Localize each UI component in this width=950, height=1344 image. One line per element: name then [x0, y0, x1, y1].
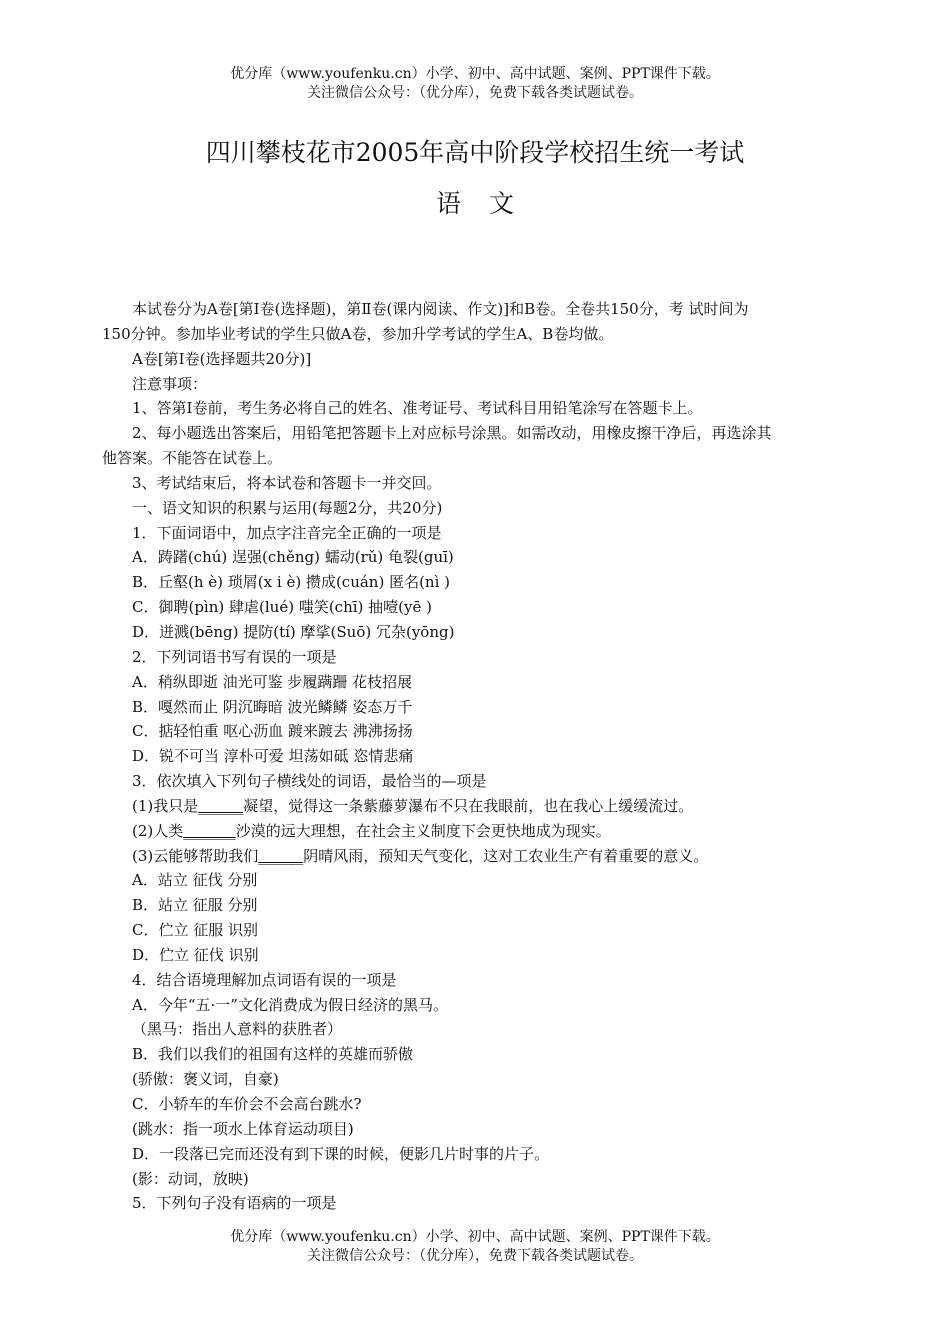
page-footer [0, 1228, 950, 1266]
question-4-option-d: D．一段落已完而还没有到下课的时候，便影几片时事的片子。 [132, 1144, 550, 1163]
sentence-3-suffix: 阴晴风雨，预知天气变化，这对工农业生产有着重要的意义。 [303, 846, 709, 865]
notice-heading: 注意事项： [132, 374, 208, 393]
question-3-option-c: C．伫立 征服 识别 [132, 921, 259, 940]
question-1-stem: 1．下面词语中，加点字注音完全正确的一项是 [132, 523, 442, 542]
question-1-option-a: A．踌躇(chú) 逞强(chěng) 蠕动(rǔ) 龟裂(guī) [132, 548, 454, 567]
page-header [0, 65, 950, 103]
section-heading: 一、语文知识的积累与运用(每题2分，共20分) [132, 498, 443, 517]
subject-title: 语文 [435, 189, 542, 218]
sentence-1-prefix: (1)我只是 [132, 796, 199, 815]
question-4-note-c: (跳水：指一项水上体育运动项目) [132, 1119, 354, 1138]
exam-body [102, 297, 852, 1216]
question-3-stem: 3．依次填入下列句子横线处的词语，最恰当的—项是 [132, 772, 487, 791]
sentence-1-suffix: 凝望，觉得这一条紫藤萝瀑布不只在我眼前，也在我心上缓缓流过。 [243, 796, 694, 815]
intro-paragraph-line-1: 本试卷分为A卷[第I卷(选择题)，第Ⅱ卷(课内阅读、作文)]和B卷。全卷共150分，考 试时间为 [132, 300, 749, 318]
header-line-1: 优分库（www.youfenku.cn）小学、初中、高中试题、案例、PPT课件下载。 [230, 66, 720, 82]
exam-title: 四川攀枝花市2005年高中阶段学校招生统一考试 [205, 138, 745, 167]
question-2-option-b: B．嘎然而止 阴沉晦暗 波光鳞鳞 姿态万千 [132, 697, 413, 716]
sentence-2-prefix: (2)人类 [132, 821, 184, 840]
question-3-sentence-1 [102, 794, 852, 819]
question-4-note-d: (影：动词，放映) [132, 1169, 249, 1188]
notice-item-2-line-2: 他答案。不能答在试卷上。 [102, 449, 283, 468]
question-3-sentence-3 [102, 844, 852, 869]
volume-heading: A卷[第I卷(选择题共20分)] [132, 349, 312, 368]
question-4-option-c: C．小轿车的车价会不会高台跳水? [132, 1095, 362, 1113]
question-3-option-b: B．站立 征服 分别 [132, 896, 258, 915]
question-2-option-c: C．掂轻怕重 呕心沥血 踱来踱去 沸沸扬扬 [132, 722, 413, 741]
question-3-sentence-2 [102, 819, 852, 844]
question-1-option-d: D．迸溅(bēng) 提防(tí) 摩挲(Suō) 冗杂(yōng) [132, 622, 455, 641]
header-line-2: 关注微信公众号：（优分库），免费下载各类试题试卷。 [307, 85, 643, 101]
sentence-2-suffix: 沙漠的远大理想，在社会主义制度下会更快地成为现实。 [235, 821, 611, 840]
notice-item-2-line-1: 2、每小题选出答案后，用铅笔把答题卡上对应标号涂黑。如需改动，用橡皮擦干净后，再选涂其 [132, 424, 772, 443]
sentence-3-prefix: (3)云能够帮助我们 [132, 846, 259, 865]
footer-line-2: 关注微信公众号：（优分库），免费下载各类试题试卷。 [307, 1248, 643, 1264]
sentence-2-blank: _______ [183, 821, 236, 840]
question-2-option-a: A．稍纵即逝 油光可鉴 步履蹒跚 花枝招展 [132, 672, 413, 691]
question-4-option-a: A．今年“五·一”文化消费成为假日经济的黑马。 [132, 995, 448, 1014]
question-4-option-b: B．我们以我们的祖国有这样的英雄而骄傲 [132, 1045, 414, 1064]
question-4-note-a: （黑马：指出人意料的获胜者） [132, 1020, 343, 1039]
question-4-note-b: (骄傲：褒义词，自豪) [132, 1070, 279, 1089]
question-4-stem: 4．结合语境理解加点词语有误的一项是 [132, 970, 397, 989]
question-2-option-d: D．锐不可当 淳朴可爱 坦荡如砥 恣情悲痛 [132, 747, 414, 766]
sentence-1-blank: ______ [198, 796, 244, 815]
notice-item-1: 1、答第I卷前，考生务必将自己的姓名、准考证号、考试科目用铅笔涂写在答题卡上。 [132, 399, 703, 418]
question-1-option-b: B．丘壑(h è) 琐屑(x i è) 攒成(cuán) 匿名(nì ) [132, 573, 451, 592]
footer-line-1: 优分库（www.youfenku.cn）小学、初中、高中试题、案例、PPT课件下载。 [230, 1229, 720, 1245]
sentence-3-blank: ______ [258, 846, 304, 865]
question-5-stem: 5．下列句子没有语病的一项是 [132, 1194, 337, 1213]
question-3-option-d: D．伫立 征伐 识别 [132, 945, 259, 964]
question-2-stem: 2．下列词语书写有误的一项是 [132, 647, 337, 666]
question-3-option-a: A．站立 征伐 分别 [132, 871, 258, 890]
notice-item-3: 3、考试结束后，将本试卷和答题卡一并交回。 [132, 473, 442, 492]
intro-paragraph-line-2: 150分钟。参加毕业考试的学生只做A卷，参加升学考试的学生A、B卷均做。 [102, 324, 614, 343]
question-1-option-c: C．御聘(pìn) 肆虐(lué) 嗤笑(chī) 抽噎(yē ) [132, 598, 432, 617]
